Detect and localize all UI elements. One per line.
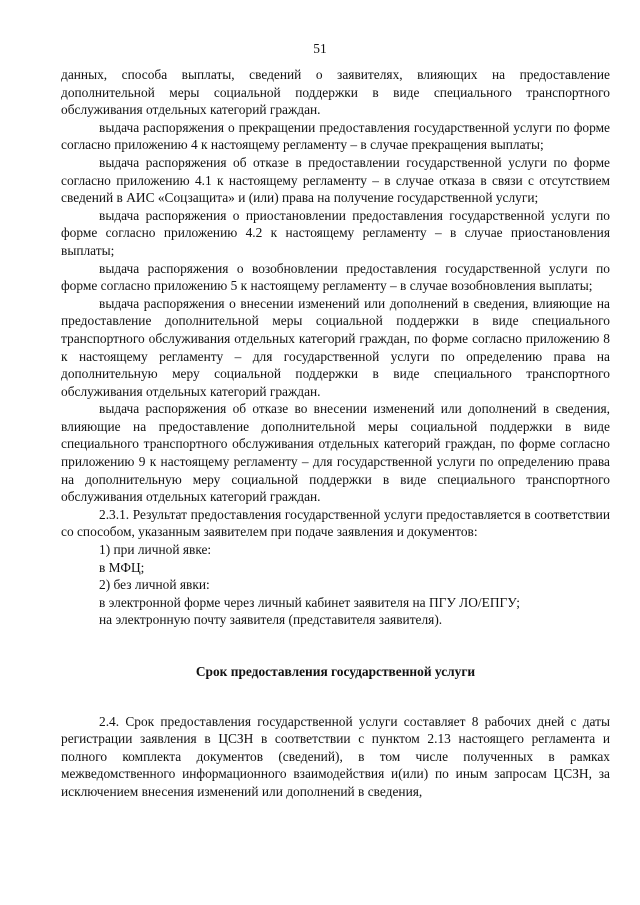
paragraph-2-4: 2.4. Срок предоставления государственной услуги составляет 8 рабочих дней с даты регистрации заявления в ЦСЗН в соответствии с пунктом 2.13 настоящего регламента и полного комплекта документов (сведений), в том числе полученных в рамках межведомственного информационного взаимодействия и(или) по иным запросам ЦСЗН, за исключением внесения изменений или дополнений в сведения, bbox=[61, 713, 610, 799]
list-item: в МФЦ; bbox=[99, 559, 145, 575]
list-item: на электронную почту заявителя (представителя заявителя). bbox=[99, 612, 443, 628]
paragraph-continuation: данных, способа выплаты, сведений о заявителях, влияющих на предоставление дополнительной меры социальной поддержки в виде специального транспортного обслуживания отдельных категорий граждан. bbox=[61, 67, 610, 118]
paragraph-changes-refusal: выдача распоряжения об отказе во внесении изменений или дополнений в сведения, влияющие на предоставление дополнительной меры социальной поддержки в виде специального транспортного обслуживания отдельных категорий граждан, по форме согласно приложению 9 к настоящему регламенту – для государственной услуги по определению права на дополнительную меру социальной поддержки в виде специального транспортного обслуживания отдельных категорий граждан. bbox=[61, 401, 610, 505]
document-body bbox=[61, 66, 610, 801]
paragraph-changes: выдача распоряжения о внесении изменений или дополнений в сведения, влияющие на предоставление дополнительной меры социальной поддержки в виде специального транспортного обслуживания отдельных категорий граждан, по форме согласно приложению 8 к настоящему регламенту – для государственной услуги по определению права на дополнительную меру социальной поддержки в виде специального транспортного обслуживания отдельных категорий граждан. bbox=[61, 295, 610, 399]
paragraph-termination: выдача распоряжения о прекращении предоставления государственной услуги по форме согласно приложению 4 к настоящему регламенту – в случае прекращения выплаты; bbox=[61, 119, 610, 153]
paragraph-refusal: выдача распоряжения об отказе в предоставлении государственной услуги по форме согласно приложению 4.1 к настоящему регламенту – в случае отказа в связи с отсутствием сведений в АИС «Соцзащита» и (или) права на получение государственной услуги; bbox=[61, 154, 610, 206]
page-number: 51 bbox=[313, 41, 327, 56]
paragraph-suspension: выдача распоряжения о приостановлении предоставления государственной услуги по форме согласно приложению 4.2 к настоящему регламенту – в случае приостановления выплаты; bbox=[61, 207, 610, 258]
paragraph-resumption: выдача распоряжения о возобновлении предоставления государственной услуги по форме согласно приложению 5 к настоящему регламенту – в случае возобновления выплаты; bbox=[61, 260, 610, 294]
list-item: в электронной форме через личный кабинет заявителя на ПГУ ЛО/ЕПГУ; bbox=[99, 594, 520, 610]
list-item: 1) при личной явке: bbox=[99, 542, 212, 558]
section-heading: Срок предоставления государственной услуги bbox=[195, 664, 476, 679]
list-item: 2) без личной явки: bbox=[99, 577, 210, 593]
paragraph-2-3-1: 2.3.1. Результат предоставления государственной услуги предоставляется в соответствии со способом, указанным заявителем при подаче заявления и документов: bbox=[61, 506, 610, 540]
